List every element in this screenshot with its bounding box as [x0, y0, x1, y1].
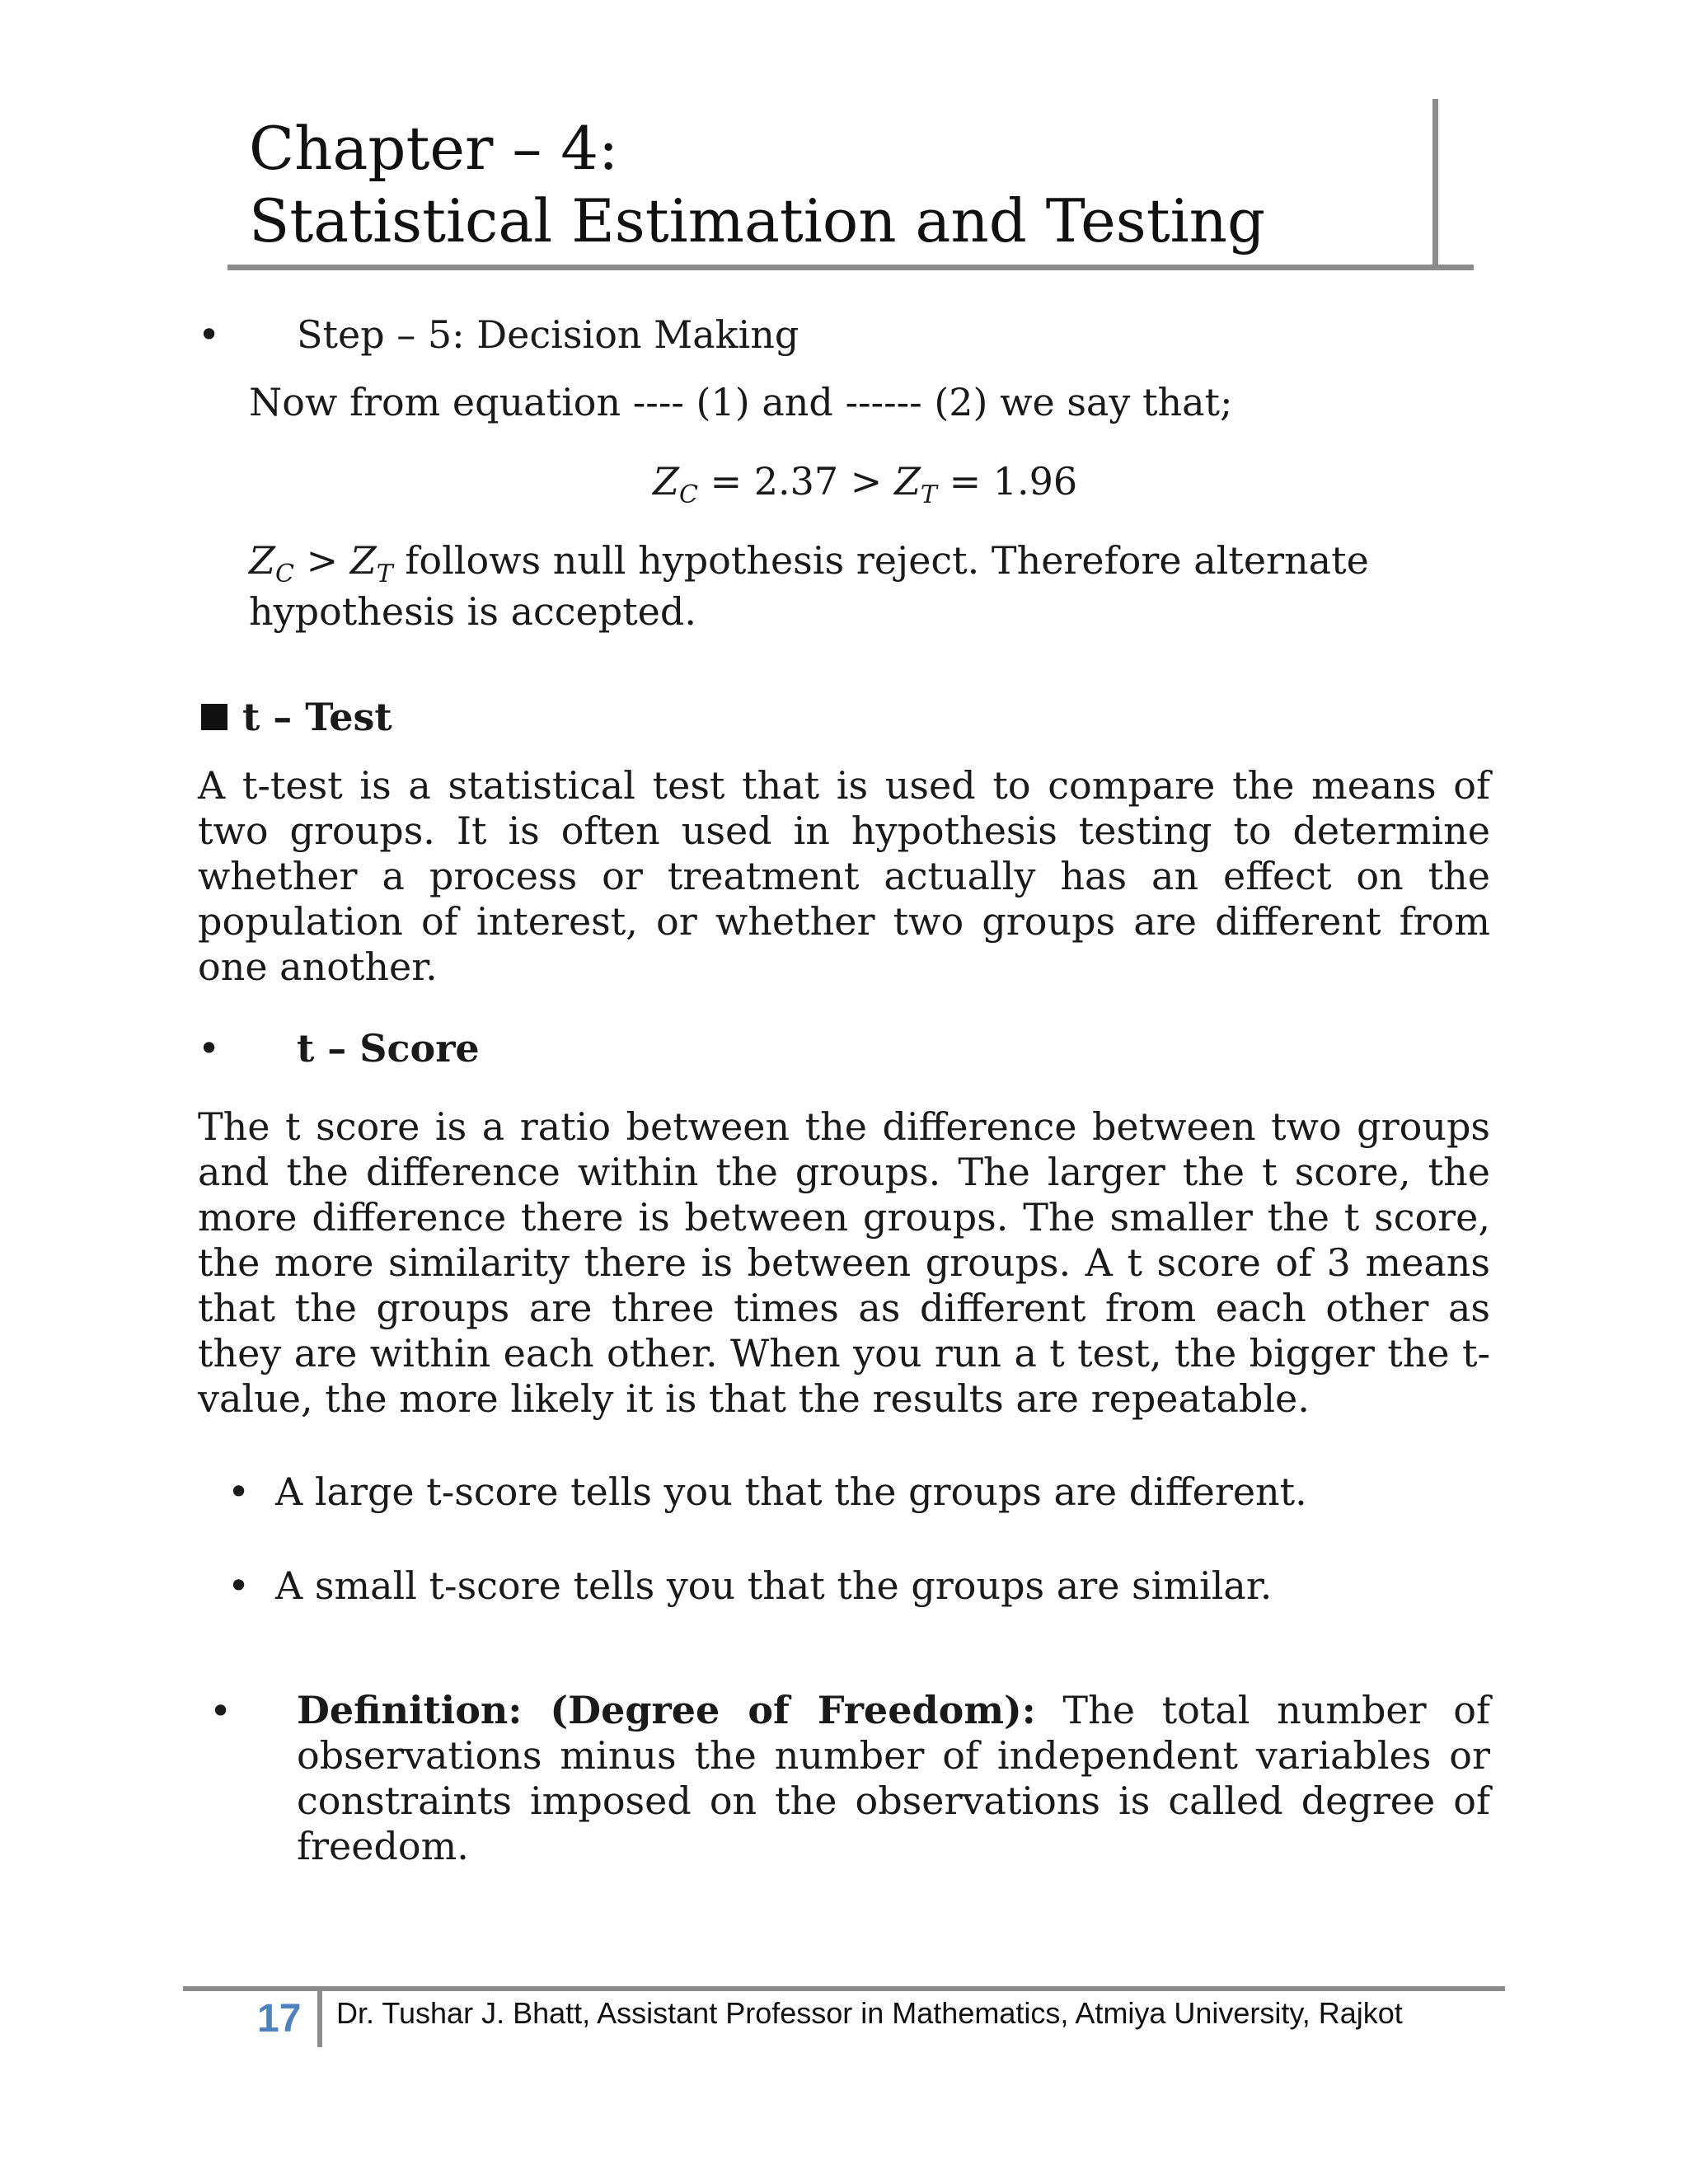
footer-vertical-rule [317, 1991, 322, 2047]
definition-bullet: • [209, 1689, 232, 1733]
step5-heading: Step – 5: Decision Making [297, 312, 799, 357]
tscore-paragraph: The t score is a ratio between the difference between two groups and the difference within the groups. The larger the t score, the more difference there is between groups. The smaller the t score, the more similarity there is between groups. A t score of 3 means that the groups are three times as different from each other as they are within each other. When you run a t test, the bigger the t-value, the more likely it is that the results are repeatable. [198, 1104, 1490, 1421]
step5-bullet: • [198, 312, 221, 357]
definition-text: The total number of observations minus the number of independent variables or constraints imposed on the observations is called degree of freedom. [297, 1688, 1490, 1868]
definition-label: Definition: (Degree of Freedom): [297, 1688, 1036, 1732]
tscore-point-large: A large t-score tells you that the groups are different. [275, 1469, 1307, 1514]
conclusion-line-1: $Z_C > Z_T$ follows null hypothesis reject. Therefore alternate [249, 538, 1369, 588]
point-bullet: • [227, 1563, 251, 1608]
tscore-point-small: A small t-score tells you that the groups are similar. [275, 1563, 1273, 1608]
tscore-bullet: • [198, 1026, 221, 1071]
ttest-heading: t – Test [242, 695, 392, 739]
page-number: 17 [257, 1997, 302, 2041]
chapter-number: Chapter – 4: [249, 114, 619, 183]
header-rule [227, 265, 1474, 270]
tscore-heading: t – Score [297, 1026, 480, 1071]
decision-equation: $Z_C = 2.37 > Z_T = 1.96$ [653, 459, 1078, 509]
footer-author: Dr. Tushar J. Bhatt, Assistant Professor in Mathematics, Atmiya University, Rajkot [336, 1996, 1403, 2030]
definition-paragraph [297, 1688, 1490, 1869]
footer-rule [183, 1986, 1505, 1991]
header-vertical-rule [1432, 99, 1438, 269]
ttest-paragraph: A t-test is a statistical test that is used to compare the means of two groups. It is often used in hypothesis testing to determine whether a process or treatment actually has an effect on the population of interest, or whether two groups are different from one another. [198, 763, 1490, 989]
step5-intro: Now from equation ---- (1) and ------ (2) we say that; [249, 380, 1233, 424]
point-bullet: • [227, 1469, 251, 1514]
chapter-title: Statistical Estimation and Testing [249, 186, 1266, 255]
square-bullet-icon [201, 704, 227, 730]
conclusion-line-2: hypothesis is accepted. [249, 589, 696, 634]
